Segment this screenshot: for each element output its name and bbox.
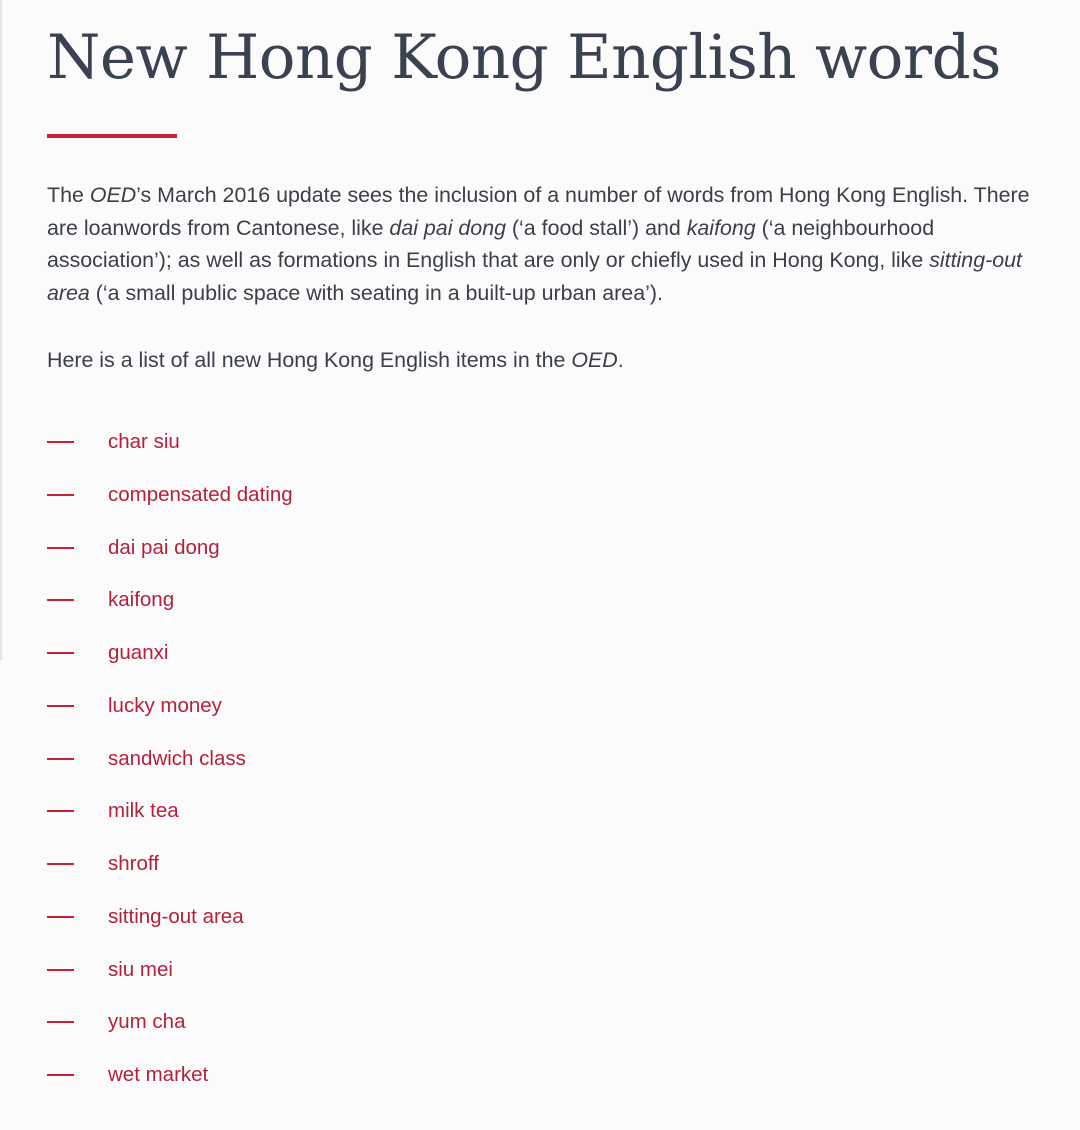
word-link[interactable]: kaifong [108, 588, 175, 612]
dash-bullet-icon [47, 494, 74, 496]
dash-bullet-icon [47, 441, 74, 443]
intro-text: (‘a food stall’) and [505, 215, 687, 240]
word-link[interactable]: shroff [108, 852, 159, 875]
lead-text: Here is a list of all new Hong Kong English items in the [47, 348, 572, 372]
dash-bullet-icon [47, 1074, 74, 1076]
word-link[interactable]: compensated dating [108, 482, 293, 506]
page-left-border [0, 0, 2, 660]
intro-text: (‘a small public space with seating in a built-up urban area’). [89, 280, 663, 305]
intro-text: (‘a neighbourhood association’); as well as formations in English that are only or chiefly used in Hong Kong, like [47, 215, 935, 272]
word-link[interactable]: yum cha [108, 1010, 186, 1034]
list-lead-paragraph [47, 344, 624, 376]
dash-bullet-icon [47, 652, 74, 654]
word-link[interactable]: sitting-out area [108, 904, 244, 928]
intro-oed-italic: OED [89, 183, 137, 207]
dash-bullet-icon [47, 969, 74, 971]
word-link[interactable]: char siu [108, 430, 180, 453]
dash-bullet-icon [47, 1021, 74, 1023]
word-link[interactable]: lucky money [108, 693, 222, 717]
dash-bullet-icon [47, 810, 74, 812]
intro-term-kaifong: kaifong [686, 215, 756, 240]
intro-term-sitting-out-area: sitting-out area [47, 248, 1022, 305]
lead-text: . [617, 348, 624, 372]
word-link[interactable]: siu mei [108, 957, 173, 981]
dash-bullet-icon [47, 705, 74, 707]
title-underline-rule [47, 134, 177, 138]
intro-text: ’s March 2016 update sees the inclusion of a number of words from Hong Kong English. There are loanwords from Cantonese, like [47, 183, 1030, 240]
dash-bullet-icon [47, 599, 74, 601]
intro-text: The [47, 183, 90, 207]
intro-paragraph [47, 179, 1052, 309]
word-link[interactable]: guanxi [108, 641, 169, 664]
page-title: New Hong Kong English words [47, 22, 1001, 93]
lead-oed-italic: OED [571, 348, 618, 372]
word-link[interactable]: milk tea [108, 799, 179, 823]
dash-bullet-icon [47, 916, 74, 918]
intro-term-dai-pai-dong: dai pai dong [389, 215, 506, 240]
dash-bullet-icon [47, 863, 74, 865]
word-link[interactable]: dai pai dong [108, 535, 220, 559]
word-link[interactable]: sandwich class [108, 746, 246, 770]
dash-bullet-icon [47, 547, 74, 549]
dash-bullet-icon [47, 758, 74, 760]
word-link[interactable]: wet market [108, 1063, 209, 1086]
